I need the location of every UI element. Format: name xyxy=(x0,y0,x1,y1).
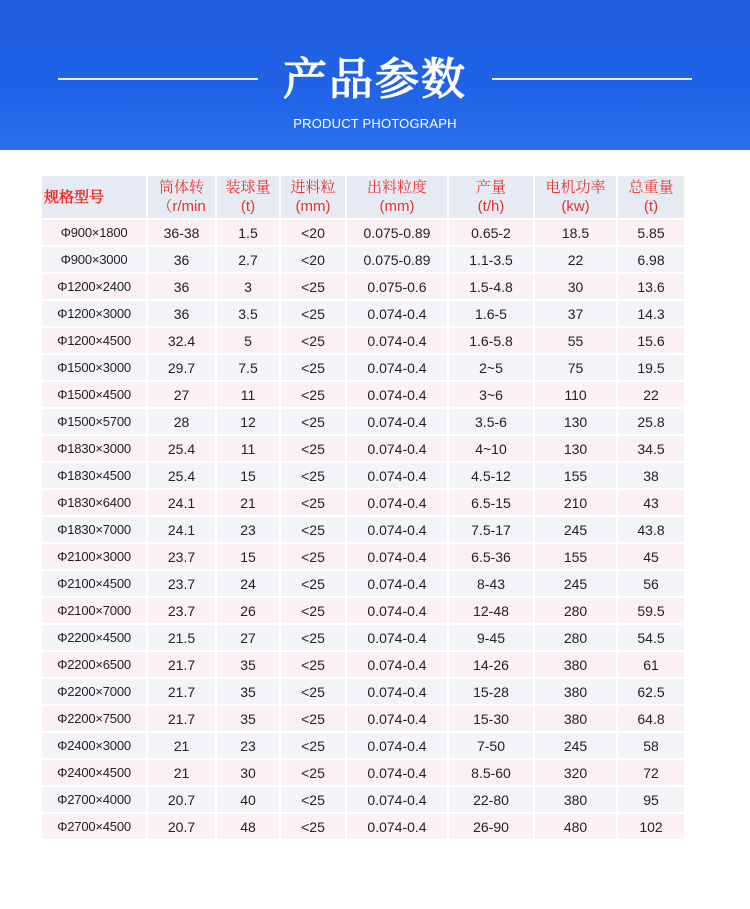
table-cell: 28 xyxy=(148,409,215,434)
model-cell: Φ2700×4500 xyxy=(42,814,146,839)
table-cell: <25 xyxy=(281,355,345,380)
table-row xyxy=(42,679,684,704)
table-cell: 20.7 xyxy=(148,787,215,812)
table-cell: 32.4 xyxy=(148,328,215,353)
table-cell: 9-45 xyxy=(449,625,533,650)
table-cell: 3.5-6 xyxy=(449,409,533,434)
table-cell: <25 xyxy=(281,706,345,731)
table-cell: 35 xyxy=(217,706,279,731)
table-cell: 54.5 xyxy=(618,625,684,650)
table-cell: 11 xyxy=(217,436,279,461)
model-cell: Φ1200×2400 xyxy=(42,274,146,299)
table-row xyxy=(42,301,684,326)
table-cell: 30 xyxy=(535,274,616,299)
table-cell: 0.65-2 xyxy=(449,220,533,245)
table-cell: 1.6-5.8 xyxy=(449,328,533,353)
table-cell: 0.074-0.4 xyxy=(347,436,447,461)
table-cell: 245 xyxy=(535,571,616,596)
table-cell: 1.5 xyxy=(217,220,279,245)
table-cell: 155 xyxy=(535,544,616,569)
table-cell: <25 xyxy=(281,436,345,461)
table-cell: 7.5 xyxy=(217,355,279,380)
column-header-unit: (t/h) xyxy=(477,198,505,215)
table-row xyxy=(42,733,684,758)
table-cell: <25 xyxy=(281,571,345,596)
model-cell: Φ1830×6400 xyxy=(42,490,146,515)
column-header-unit: (kw) xyxy=(561,198,590,215)
spec-table xyxy=(40,174,686,841)
table-cell: 155 xyxy=(535,463,616,488)
table-cell: 24 xyxy=(217,571,279,596)
table-cell: 380 xyxy=(535,652,616,677)
table-cell: 14-26 xyxy=(449,652,533,677)
table-cell: <25 xyxy=(281,733,345,758)
table-cell: 0.074-0.4 xyxy=(347,598,447,623)
table-cell: 1.1-3.5 xyxy=(449,247,533,272)
model-cell: Φ2200×6500 xyxy=(42,652,146,677)
column-header-unit: (mm) xyxy=(295,198,331,215)
model-cell: Φ2200×7000 xyxy=(42,679,146,704)
column-header-unit: (t) xyxy=(240,198,256,215)
table-cell: 25.8 xyxy=(618,409,684,434)
table-cell: 43 xyxy=(618,490,684,515)
table-cell: 5.85 xyxy=(618,220,684,245)
table-cell: 13.6 xyxy=(618,274,684,299)
table-cell: <25 xyxy=(281,625,345,650)
table-cell: 25.4 xyxy=(148,463,215,488)
table-row xyxy=(42,760,684,785)
table-cell: 280 xyxy=(535,598,616,623)
table-cell: 0.074-0.4 xyxy=(347,517,447,542)
table-cell: 3~6 xyxy=(449,382,533,407)
table-cell: <25 xyxy=(281,544,345,569)
table-cell: 7-50 xyxy=(449,733,533,758)
table-cell: 2.7 xyxy=(217,247,279,272)
column-header xyxy=(618,176,684,218)
table-cell: 1.5-4.8 xyxy=(449,274,533,299)
table-row xyxy=(42,517,684,542)
table-cell: 20.7 xyxy=(148,814,215,839)
table-cell: 25.4 xyxy=(148,436,215,461)
table-cell: 320 xyxy=(535,760,616,785)
table-body xyxy=(42,220,684,839)
table-cell: 0.074-0.4 xyxy=(347,571,447,596)
column-header xyxy=(42,176,146,218)
table-cell: 6.5-15 xyxy=(449,490,533,515)
table-cell: 36-38 xyxy=(148,220,215,245)
table-cell: 0.074-0.4 xyxy=(347,463,447,488)
model-cell: Φ2700×4000 xyxy=(42,787,146,812)
table-cell: 0.074-0.4 xyxy=(347,679,447,704)
table-cell: 21.7 xyxy=(148,652,215,677)
table-cell: 15 xyxy=(217,463,279,488)
table-cell: 15-30 xyxy=(449,706,533,731)
table-cell: 27 xyxy=(217,625,279,650)
table-cell: 30 xyxy=(217,760,279,785)
table-cell: 0.074-0.4 xyxy=(347,706,447,731)
table-cell: 11 xyxy=(217,382,279,407)
table-cell: 380 xyxy=(535,706,616,731)
table-cell: 0.074-0.4 xyxy=(347,328,447,353)
column-header-unit: (mm) xyxy=(379,198,415,215)
table-row xyxy=(42,355,684,380)
table-cell: 35 xyxy=(217,679,279,704)
table-cell: 0.074-0.4 xyxy=(347,301,447,326)
table-cell: 48 xyxy=(217,814,279,839)
table-cell: 56 xyxy=(618,571,684,596)
table-cell: 24.1 xyxy=(148,490,215,515)
model-cell: Φ2200×7500 xyxy=(42,706,146,731)
table-cell: 102 xyxy=(618,814,684,839)
table-row xyxy=(42,490,684,515)
column-header-label: 出料粒度 xyxy=(366,179,427,196)
table-cell: <25 xyxy=(281,517,345,542)
table-cell: 0.074-0.4 xyxy=(347,490,447,515)
table-cell: 0.074-0.4 xyxy=(347,382,447,407)
table-cell: 22 xyxy=(535,247,616,272)
table-cell: 2~5 xyxy=(449,355,533,380)
table-cell: 21.7 xyxy=(148,706,215,731)
table-cell: 21.7 xyxy=(148,679,215,704)
table-cell: 0.074-0.4 xyxy=(347,760,447,785)
table-cell: 245 xyxy=(535,733,616,758)
model-cell: Φ1200×4500 xyxy=(42,328,146,353)
table-row xyxy=(42,382,684,407)
table-cell: 1.6-5 xyxy=(449,301,533,326)
table-cell: 0.074-0.4 xyxy=(347,733,447,758)
table-cell: 4~10 xyxy=(449,436,533,461)
column-header-label: 产量 xyxy=(475,179,506,196)
table-row xyxy=(42,787,684,812)
column-header xyxy=(535,176,616,218)
table-cell: <25 xyxy=(281,598,345,623)
model-cell: Φ1830×3000 xyxy=(42,436,146,461)
table-cell: 95 xyxy=(618,787,684,812)
table-cell: 8-43 xyxy=(449,571,533,596)
table-row xyxy=(42,544,684,569)
table-cell: 58 xyxy=(618,733,684,758)
model-cell: Φ1500×3000 xyxy=(42,355,146,380)
table-cell: <25 xyxy=(281,679,345,704)
table-cell: 23.7 xyxy=(148,544,215,569)
table-cell: 26 xyxy=(217,598,279,623)
model-cell: Φ2100×7000 xyxy=(42,598,146,623)
table-cell: 8.5-60 xyxy=(449,760,533,785)
table-cell: 29.7 xyxy=(148,355,215,380)
table-cell: 110 xyxy=(535,382,616,407)
column-header-label: 进料粒 xyxy=(290,179,336,196)
table-cell: 0.074-0.4 xyxy=(347,652,447,677)
table-row xyxy=(42,463,684,488)
table-cell: 38 xyxy=(618,463,684,488)
table-row xyxy=(42,598,684,623)
model-cell: Φ900×3000 xyxy=(42,247,146,272)
table-cell: <25 xyxy=(281,409,345,434)
table-cell: 35 xyxy=(217,652,279,677)
table-cell: 45 xyxy=(618,544,684,569)
table-row xyxy=(42,274,684,299)
table-cell: 3 xyxy=(217,274,279,299)
table-row xyxy=(42,652,684,677)
table-cell: 21 xyxy=(148,760,215,785)
table-row xyxy=(42,706,684,731)
table-cell: <25 xyxy=(281,463,345,488)
table-cell: 0.074-0.4 xyxy=(347,544,447,569)
table-cell: 12-48 xyxy=(449,598,533,623)
table-cell: 40 xyxy=(217,787,279,812)
table-cell: 21 xyxy=(217,490,279,515)
model-cell: Φ1830×4500 xyxy=(42,463,146,488)
table-cell: 130 xyxy=(535,409,616,434)
table-cell: 18.5 xyxy=(535,220,616,245)
column-header-label: 规格型号 xyxy=(44,188,105,206)
table-cell: 0.074-0.4 xyxy=(347,625,447,650)
spec-table-container xyxy=(40,174,672,841)
table-row xyxy=(42,814,684,839)
table-cell: 19.5 xyxy=(618,355,684,380)
table-cell: <25 xyxy=(281,652,345,677)
model-cell: Φ2400×3000 xyxy=(42,733,146,758)
table-cell: 0.074-0.4 xyxy=(347,409,447,434)
table-row xyxy=(42,409,684,434)
table-cell: 280 xyxy=(535,625,616,650)
column-header-unit: （r/min xyxy=(157,198,206,215)
model-cell: Φ1830×7000 xyxy=(42,517,146,542)
column-header xyxy=(281,176,345,218)
table-cell: <25 xyxy=(281,382,345,407)
table-cell: 0.074-0.4 xyxy=(347,787,447,812)
table-cell: 26-90 xyxy=(449,814,533,839)
table-cell: 34.5 xyxy=(618,436,684,461)
table-header-row xyxy=(42,176,684,218)
table-cell: 36 xyxy=(148,247,215,272)
table-cell: 23 xyxy=(217,517,279,542)
table-cell: 14.3 xyxy=(618,301,684,326)
table-cell: 36 xyxy=(148,301,215,326)
column-header xyxy=(217,176,279,218)
column-header xyxy=(148,176,215,218)
table-cell: 23 xyxy=(217,733,279,758)
model-cell: Φ2400×4500 xyxy=(42,760,146,785)
model-cell: Φ900×1800 xyxy=(42,220,146,245)
table-row xyxy=(42,247,684,272)
model-cell: Φ2100×3000 xyxy=(42,544,146,569)
table-row xyxy=(42,328,684,353)
table-row xyxy=(42,571,684,596)
table-cell: 61 xyxy=(618,652,684,677)
table-cell: 15.6 xyxy=(618,328,684,353)
table-cell: 0.075-0.6 xyxy=(347,274,447,299)
table-cell: 480 xyxy=(535,814,616,839)
column-header xyxy=(347,176,447,218)
table-cell: 15 xyxy=(217,544,279,569)
table-cell: 43.8 xyxy=(618,517,684,542)
table-cell: 15-28 xyxy=(449,679,533,704)
table-row xyxy=(42,436,684,461)
column-header-label: 总重量 xyxy=(628,179,674,196)
table-cell: 6.98 xyxy=(618,247,684,272)
page-title: 产品参数 xyxy=(283,54,467,105)
table-cell: 59.5 xyxy=(618,598,684,623)
table-cell: 0.074-0.4 xyxy=(347,814,447,839)
page-subtitle: PRODUCT PHOTOGRAPH xyxy=(293,116,457,131)
table-cell: 4.5-12 xyxy=(449,463,533,488)
column-header-label: 筒体转 xyxy=(158,179,204,196)
table-cell: 0.075-0.89 xyxy=(347,247,447,272)
table-cell: 21.5 xyxy=(148,625,215,650)
table-cell: 22 xyxy=(618,382,684,407)
model-cell: Φ1200×3000 xyxy=(42,301,146,326)
model-cell: Φ1500×4500 xyxy=(42,382,146,407)
table-cell: <25 xyxy=(281,760,345,785)
table-cell: <20 xyxy=(281,220,345,245)
table-cell: 75 xyxy=(535,355,616,380)
table-cell: <25 xyxy=(281,814,345,839)
model-cell: Φ2200×4500 xyxy=(42,625,146,650)
table-cell: <25 xyxy=(281,490,345,515)
table-cell: 23.7 xyxy=(148,571,215,596)
table-cell: 380 xyxy=(535,787,616,812)
model-cell: Φ2100×4500 xyxy=(42,571,146,596)
table-cell: 24.1 xyxy=(148,517,215,542)
table-cell: 5 xyxy=(217,328,279,353)
column-header xyxy=(449,176,533,218)
table-cell: 6.5-36 xyxy=(449,544,533,569)
table-cell: 21 xyxy=(148,733,215,758)
table-cell: 64.8 xyxy=(618,706,684,731)
column-header-label: 电机功率 xyxy=(545,179,606,196)
column-header-unit: (t) xyxy=(643,198,659,215)
table-cell: 55 xyxy=(535,328,616,353)
table-cell: <25 xyxy=(281,274,345,299)
table-cell: 0.074-0.4 xyxy=(347,355,447,380)
table-cell: 380 xyxy=(535,679,616,704)
table-cell: 210 xyxy=(535,490,616,515)
table-cell: 27 xyxy=(148,382,215,407)
table-cell: 0.075-0.89 xyxy=(347,220,447,245)
model-cell: Φ1500×5700 xyxy=(42,409,146,434)
table-cell: <25 xyxy=(281,787,345,812)
table-cell: 36 xyxy=(148,274,215,299)
table-row xyxy=(42,220,684,245)
table-cell: 72 xyxy=(618,760,684,785)
table-cell: 7.5-17 xyxy=(449,517,533,542)
table-cell: 130 xyxy=(535,436,616,461)
table-cell: 23.7 xyxy=(148,598,215,623)
table-cell: 12 xyxy=(217,409,279,434)
table-cell: 22-80 xyxy=(449,787,533,812)
table-cell: 62.5 xyxy=(618,679,684,704)
header-banner xyxy=(0,0,750,150)
table-cell: <25 xyxy=(281,328,345,353)
table-row xyxy=(42,625,684,650)
table-cell: 3.5 xyxy=(217,301,279,326)
table-cell: <20 xyxy=(281,247,345,272)
table-cell: 37 xyxy=(535,301,616,326)
table-cell: 245 xyxy=(535,517,616,542)
column-header-label: 装球量 xyxy=(225,179,271,196)
table-cell: <25 xyxy=(281,301,345,326)
